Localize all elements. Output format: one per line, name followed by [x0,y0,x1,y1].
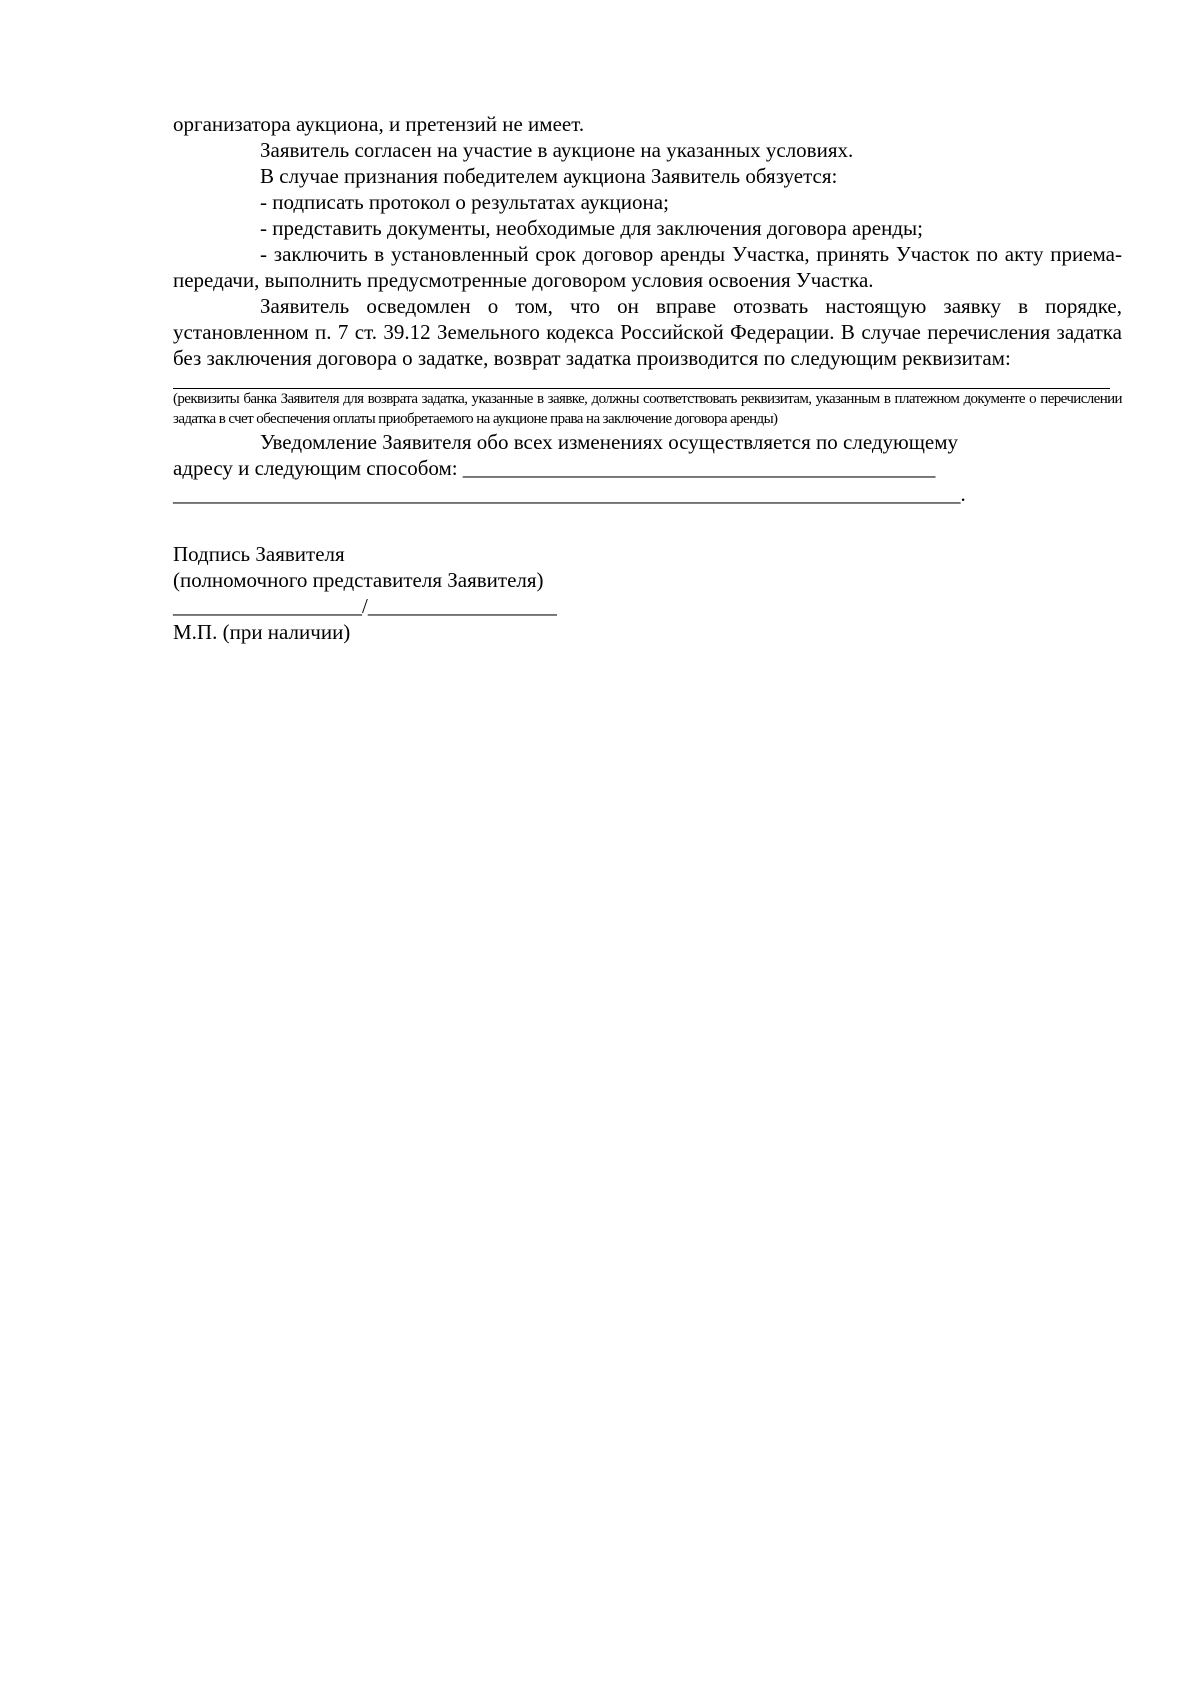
stamp-label: М.П. (при наличии) [173,620,351,644]
signature-line: __________________/__________________ [173,594,557,618]
document-body [173,111,1122,645]
paragraph-consent: Заявитель согласен на участие в аукционе на указанных условиях. [260,138,854,162]
paragraph-obligations-intro: В случае признания победителем аукциона Заявитель обязуется: [260,164,838,188]
signature-subtitle: (полномочного представителя Заявителя) [173,568,544,592]
obligation-sign-protocol: - подписать протокол о результатах аукциона; [260,190,669,214]
spacer [173,507,1122,541]
obligation-submit-documents: - представить документы, необходимые для заключения договора аренды; [260,216,923,240]
paragraph-withdrawal: Заявитель осведомлен о том, что он вправе отозвать настоящую заявку в порядке, установленном п. 7 ст. 39.12 Земельного кодекса Российской Федерации. В случае перечисления задатка без заключения договора о задатке, возврат задатка производится по следующим реквизитам: [173,294,1122,370]
bank-details-footnote: (реквизиты банка Заявителя для возврата задатка, указанные в заявке, должны соответствовать реквизитам, указанным в платежном документе о перечислении задатка в счет обеспечения оплаты приобретаемого на аукционе права на заключение договора аренды) [173,391,1122,427]
notice-line-3: ___________________________________________________________________________. [173,482,966,506]
paragraph-organizer-claims: организатора аукциона, и претензий не имеет. [173,112,585,136]
obligation-conclude-lease: - заключить в установленный срок договор аренды Участка, принять Участок по акту приема-передачи, выполнить предусмотренные договором условия освоения Участка. [173,242,1122,292]
notice-line-1: Уведомление Заявителя обо всех изменениях осуществляется по следующему [260,430,959,454]
notice-line-2: адресу и следующим способом: _____________________________________________ [173,456,936,480]
signature-title: Подпись Заявителя [173,542,345,566]
